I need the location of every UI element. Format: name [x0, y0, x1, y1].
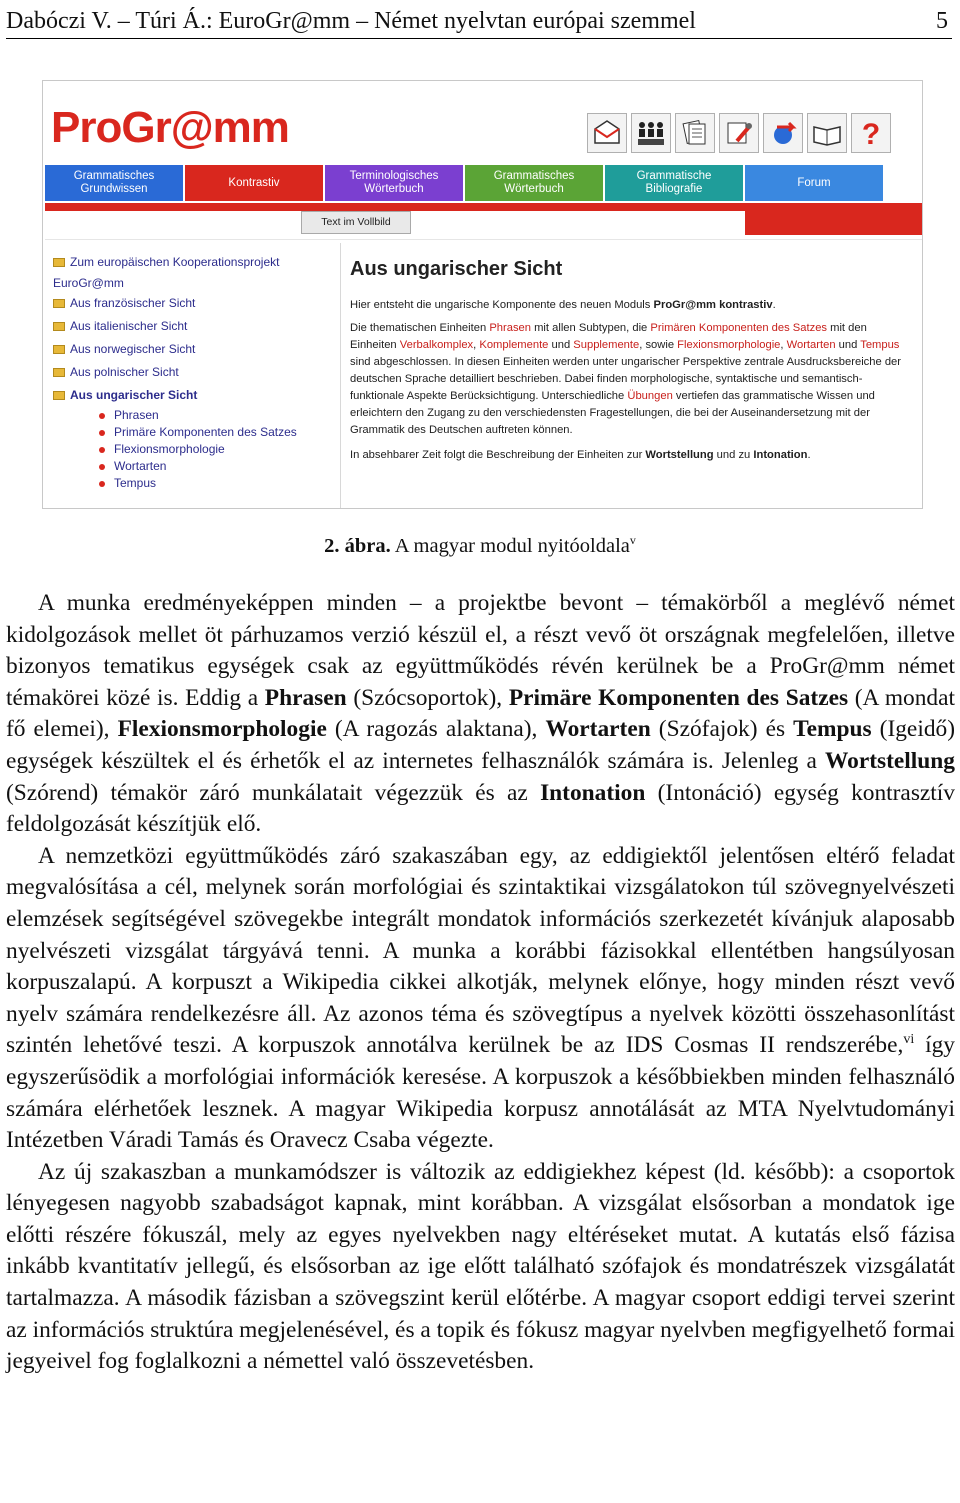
link-primaere-komponenten[interactable]: Primären Komponenten des Satzes: [650, 322, 828, 334]
programm-logo: ProGr@mm: [51, 103, 289, 152]
programm-screenshot: [42, 80, 923, 509]
people-icon[interactable]: [631, 113, 671, 153]
help-icon[interactable]: [851, 113, 891, 153]
sidebar-item[interactable]: Aus italienischer Sicht: [53, 315, 338, 338]
nav-tab-grammatisches-woerterbuch[interactable]: Grammatisches Wörterbuch: [465, 165, 603, 201]
nav-tab-kontrastiv[interactable]: Kontrastiv: [185, 165, 323, 201]
sidebar: [53, 251, 338, 492]
svg-text:?: ?: [861, 118, 881, 149]
folder-icon: [53, 368, 65, 377]
sidebar-item-active[interactable]: Aus ungarischer Sicht: [53, 384, 338, 407]
sidebar-subitem[interactable]: Tempus: [53, 475, 338, 492]
running-head: [6, 6, 952, 39]
folder-icon: [53, 299, 65, 308]
body-text: [6, 588, 955, 1378]
sidebar-item[interactable]: Aus französischer Sicht: [53, 292, 338, 315]
link-verbalkomplex[interactable]: Verbalkomplex: [399, 339, 474, 351]
sidebar-item[interactable]: Aus norwegischer Sicht: [53, 338, 338, 361]
sidebar-item[interactable]: EuroGr@mm: [53, 276, 124, 290]
body-paragraph-2: A nemzetközi együttműködés záró szakaszában egy, az eddigiektől jelentősen eltérő feladat megvalósítása a cél, melynek során morfológiai és szintaktikai vizsgálatokon túl szövegnyelvészeti elemzések segítségével szövegekbe integrált mondatok információs szerkezetét kívánjuk alaposabb nyelvészeti vizsgálat tárgyává tenni. A munka a korábbi fázisokkal ellentétben hangsúlyosan korpuszalapú. A korpuszt a Wikipedia cikkei alkotják, melynek előnye, hogy minden részt vevő nyelv számára rendelkezésre áll. Az azonos téma és szövegtípus a nyelvek közötti összehasonlítást szintén lehetővé teszi. A korpuszok annotálva kerülnek be az IDS Cosmas II rendszerébe,$^{vi}$ így egyszerűsödik a morfológiai információk keresése. A korpuszok a későbbiekben minden felhasználó számára elérhetőek lesznek. A magyar Wikipedia korpusz annotálását az MTA Nyelvtudományi Intézetben Váradi Tamás és Oravecz Csaba végezte.: [6, 842, 955, 1154]
bullet-icon: [99, 481, 105, 487]
body-paragraph-3: Az új szakaszban a munkamódszer is változik az eddigiekhez képest (ld. később): a csoportok lényegesen nagyobb szabadságot kapnak, mint korábban. A vizsgálat elsősorban a mondatok ige előtti részére fókuszál, mely az egyes nyelvekben nagy eltéréseket mutat. A kutatás első fázisa inkább kvantitatív jellegű, és elsősorban az ige előtt található szófajok és mondatrészek vizsgálatát tartalmazza. A második fázisban a szövegszint kerül előtérbe. A magyar csoport eddigi tervei szerint az információs struktúra megjelenésével, és a topik és fókusz magyar nyelvben megfigyelhető formai jegyeivel fog foglalkozni a némettel való összevetésben.: [6, 1158, 955, 1375]
intro-paragraph: Hier entsteht die ungarische Komponente des neuen Moduls ProGr@mm kontrastiv.: [350, 299, 776, 311]
nav-tab-grammatisches-grundwissen[interactable]: Grammatisches Grundwissen: [45, 165, 183, 201]
arrow-icon[interactable]: [763, 113, 803, 153]
endnote-marker: v: [629, 533, 636, 547]
bullet-icon: [99, 430, 105, 436]
body-paragraph-1: A munka eredményeképpen minden – a projektbe bevont – témakörből a meglévő német kidolgozások mellet öt párhuzamos verzió készül el, a részt vevő öt országnak megfelelően, illetve bizonyos tematikus egységek csak az együttműködés révén kerülnek be a ProGr@mm német témakörei közé is. Eddig a Phrasen (Szócsoportok), Primäre Komponenten des Satzes (A mondat fő elemei), Flexionsmorphologie (A ragozás alaktana), Wortarten (Szófajok) és Tempus (Igeidő) egységek készültek el és érhetők el az internetes felhasználók számára is. Jelenleg a Wortstellung (Szórend) témakör záró munkálatait végezzük és az Intonation (Intonáció) egység kontrasztív feldolgozását készítjük elő.: [6, 590, 955, 838]
running-head-title: Dabóczi V. – Túri Á.: EuroGr@mm – Német nyelvtan európai szemmel: [6, 8, 696, 34]
fullscreen-text-button[interactable]: Text im Vollbild: [301, 211, 411, 234]
closing-paragraph: In absehbarer Zeit folgt die Beschreibung der Einheiten zur Wortstellung und zu Intonation.: [350, 449, 811, 461]
sidebar-subitem[interactable]: Flexionsmorphologie: [53, 441, 338, 458]
tools-icon[interactable]: [719, 113, 759, 153]
nav-underline: [45, 203, 922, 211]
documents-icon[interactable]: [675, 113, 715, 153]
figure-caption: 2. ábra. A magyar modul nyitóoldala$^v$: [324, 533, 636, 557]
folder-icon: [53, 322, 65, 331]
nav-tab-terminologisches-woerterbuch[interactable]: Terminologisches Wörterbuch: [325, 165, 463, 201]
endnote-marker: vi: [903, 1032, 915, 1048]
bullet-icon: [99, 447, 105, 453]
description-paragraph: Die thematischen Einheiten Phrasen mit allen Subtypen, die Primären Komponenten des Satzes mit den Einheiten Verbalkomplex, Komplemente und Supplemente, sowie Flexionsmorphologie, Wortarten und Tempus sind abgeschlossen. In diesen Einheiten werden unter ungarischer Perspektive zentrale Ausdrucksbereiche der deutschen Sprache detailliert beschrieben. Dabei finden morphologische, syntaktische und semantisch-funktionale Aspekte Berücksichtigung. Unterschiedliche Übungen vertiefen das grammatische Wissen und erleichtern den Zugang zu den verschiedensten Fragestellungen, die bei der Auseinandersetzung mit der Grammatik des Deutschen auftreten können.: [350, 322, 902, 436]
folder-icon: [53, 391, 65, 400]
link-wortarten[interactable]: Wortarten: [786, 339, 836, 351]
nav-tab-forum[interactable]: Forum: [745, 165, 883, 201]
link-komplemente[interactable]: Komplemente: [479, 339, 549, 351]
bullet-icon: [99, 413, 105, 419]
toolbar-icons: [587, 113, 891, 153]
content-pane: [350, 257, 916, 464]
sidebar-item[interactable]: Zum europäischen Kooperationsprojekt: [53, 251, 338, 274]
bullet-icon: [99, 464, 105, 470]
page-number: 5: [936, 8, 948, 34]
main-nav: [45, 165, 883, 201]
link-tempus[interactable]: Tempus: [860, 339, 900, 351]
nav-underline-right: [745, 211, 922, 235]
envelope-icon[interactable]: [587, 113, 627, 153]
sidebar-subitem[interactable]: Primäre Komponenten des Satzes: [53, 424, 338, 441]
sidebar-subitem[interactable]: Phrasen: [53, 407, 338, 424]
book-icon[interactable]: [807, 113, 847, 153]
header-divider: [45, 239, 922, 240]
column-divider: [340, 243, 341, 508]
link-supplemente[interactable]: Supplemente: [573, 339, 640, 351]
link-phrasen[interactable]: Phrasen: [489, 322, 531, 334]
sidebar-subitem[interactable]: Wortarten: [53, 458, 338, 475]
folder-icon: [53, 345, 65, 354]
link-flexionsmorphologie[interactable]: Flexionsmorphologie: [677, 339, 781, 351]
link-uebungen[interactable]: Übungen: [627, 390, 673, 402]
folder-icon: [53, 258, 65, 267]
sidebar-item[interactable]: Aus polnischer Sicht: [53, 361, 338, 384]
content-heading: Aus ungarischer Sicht: [350, 258, 563, 280]
nav-tab-grammatische-bibliografie[interactable]: Grammatische Bibliografie: [605, 165, 743, 201]
